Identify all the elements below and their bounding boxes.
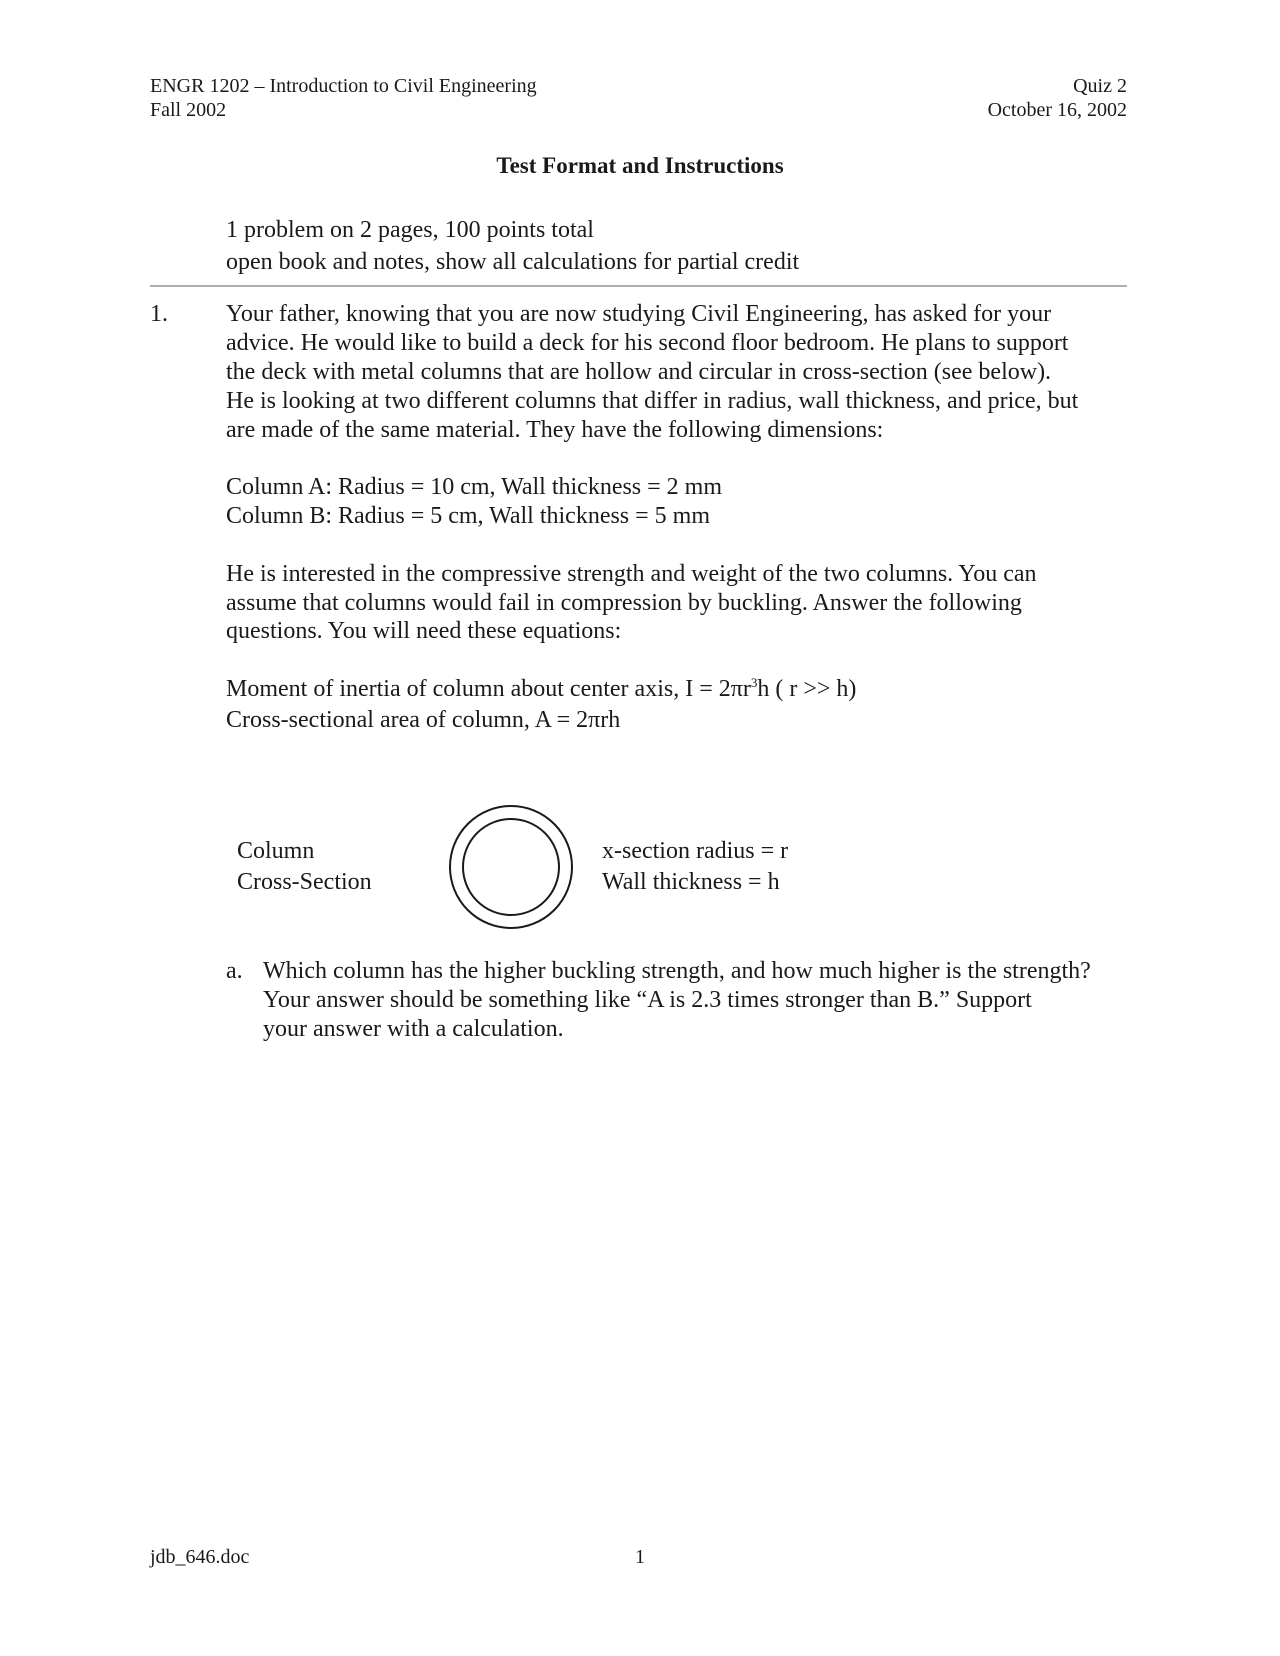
inertia-equation-prefix: Moment of inertia of column about center axis, I = 2πr — [226, 676, 751, 702]
part-a-text-line: Your answer should be something like “A is 2.3 times stronger than B.” Support — [263, 987, 1032, 1013]
column-b-spec: Column B: Radius = 5 cm, Wall thickness = 5 mm — [226, 503, 711, 529]
part-a-text-line: Which column has the higher buckling strength, and how much higher is the strength? — [263, 958, 1091, 984]
page-title: Test Format and Instructions — [496, 153, 784, 178]
inertia-exponent: 3 — [750, 675, 758, 690]
quiz-label: Quiz 2 — [1073, 75, 1127, 97]
course-title: ENGR 1202 – Introduction to Civil Engineering — [150, 75, 537, 97]
outer-wall-circle — [450, 806, 572, 928]
problem-text-line: He is looking at two different columns that differ in radius, wall thickness, and price, but — [226, 388, 1079, 414]
part-a-text-line: your answer with a calculation. — [263, 1016, 564, 1042]
part-letter: a. — [226, 958, 243, 984]
column-cross-section-diagram — [446, 802, 576, 932]
inertia-equation-suffix: h ( r >> h) — [757, 676, 857, 702]
problem-text-line: advice. He would like to build a deck for his second floor bedroom. He plans to support — [226, 330, 1069, 356]
quiz-date: October 16, 2002 — [987, 99, 1127, 121]
figure-left-label: Column — [237, 838, 315, 864]
column-a-spec: Column A: Radius = 10 cm, Wall thickness = 2 mm — [226, 474, 723, 500]
divider — [150, 285, 1127, 287]
figure-right-label: Wall thickness = h — [602, 869, 780, 895]
term: Fall 2002 — [150, 99, 227, 121]
area-equation: Cross-sectional area of column, A = 2πrh — [226, 707, 621, 733]
problem-text-line: Your father, knowing that you are now studying Civil Engineering, has asked for your — [226, 301, 1052, 327]
problem-text-line: assume that columns would fail in compression by buckling. Answer the following — [226, 590, 1022, 616]
instruction-line: 1 problem on 2 pages, 100 points total — [226, 217, 594, 243]
problem-text-line: questions. You will need these equations: — [226, 618, 622, 644]
problem-number: 1. — [150, 301, 168, 327]
inertia-equation — [226, 675, 856, 703]
figure-left-label: Cross-Section — [237, 869, 372, 895]
instruction-line: open book and notes, show all calculations for partial credit — [226, 249, 800, 275]
problem-text-line: are made of the same material. They have the following dimensions: — [226, 417, 884, 443]
problem-text-line: He is interested in the compressive strength and weight of the two columns. You can — [226, 561, 1037, 587]
figure-right-label: x-section radius = r — [602, 838, 789, 864]
footer-filename: jdb_646.doc — [150, 1546, 250, 1568]
inner-wall-circle — [463, 819, 559, 915]
problem-text-line: the deck with metal columns that are hollow and circular in cross-section (see below). — [226, 359, 1052, 385]
page-number: 1 — [635, 1546, 645, 1568]
